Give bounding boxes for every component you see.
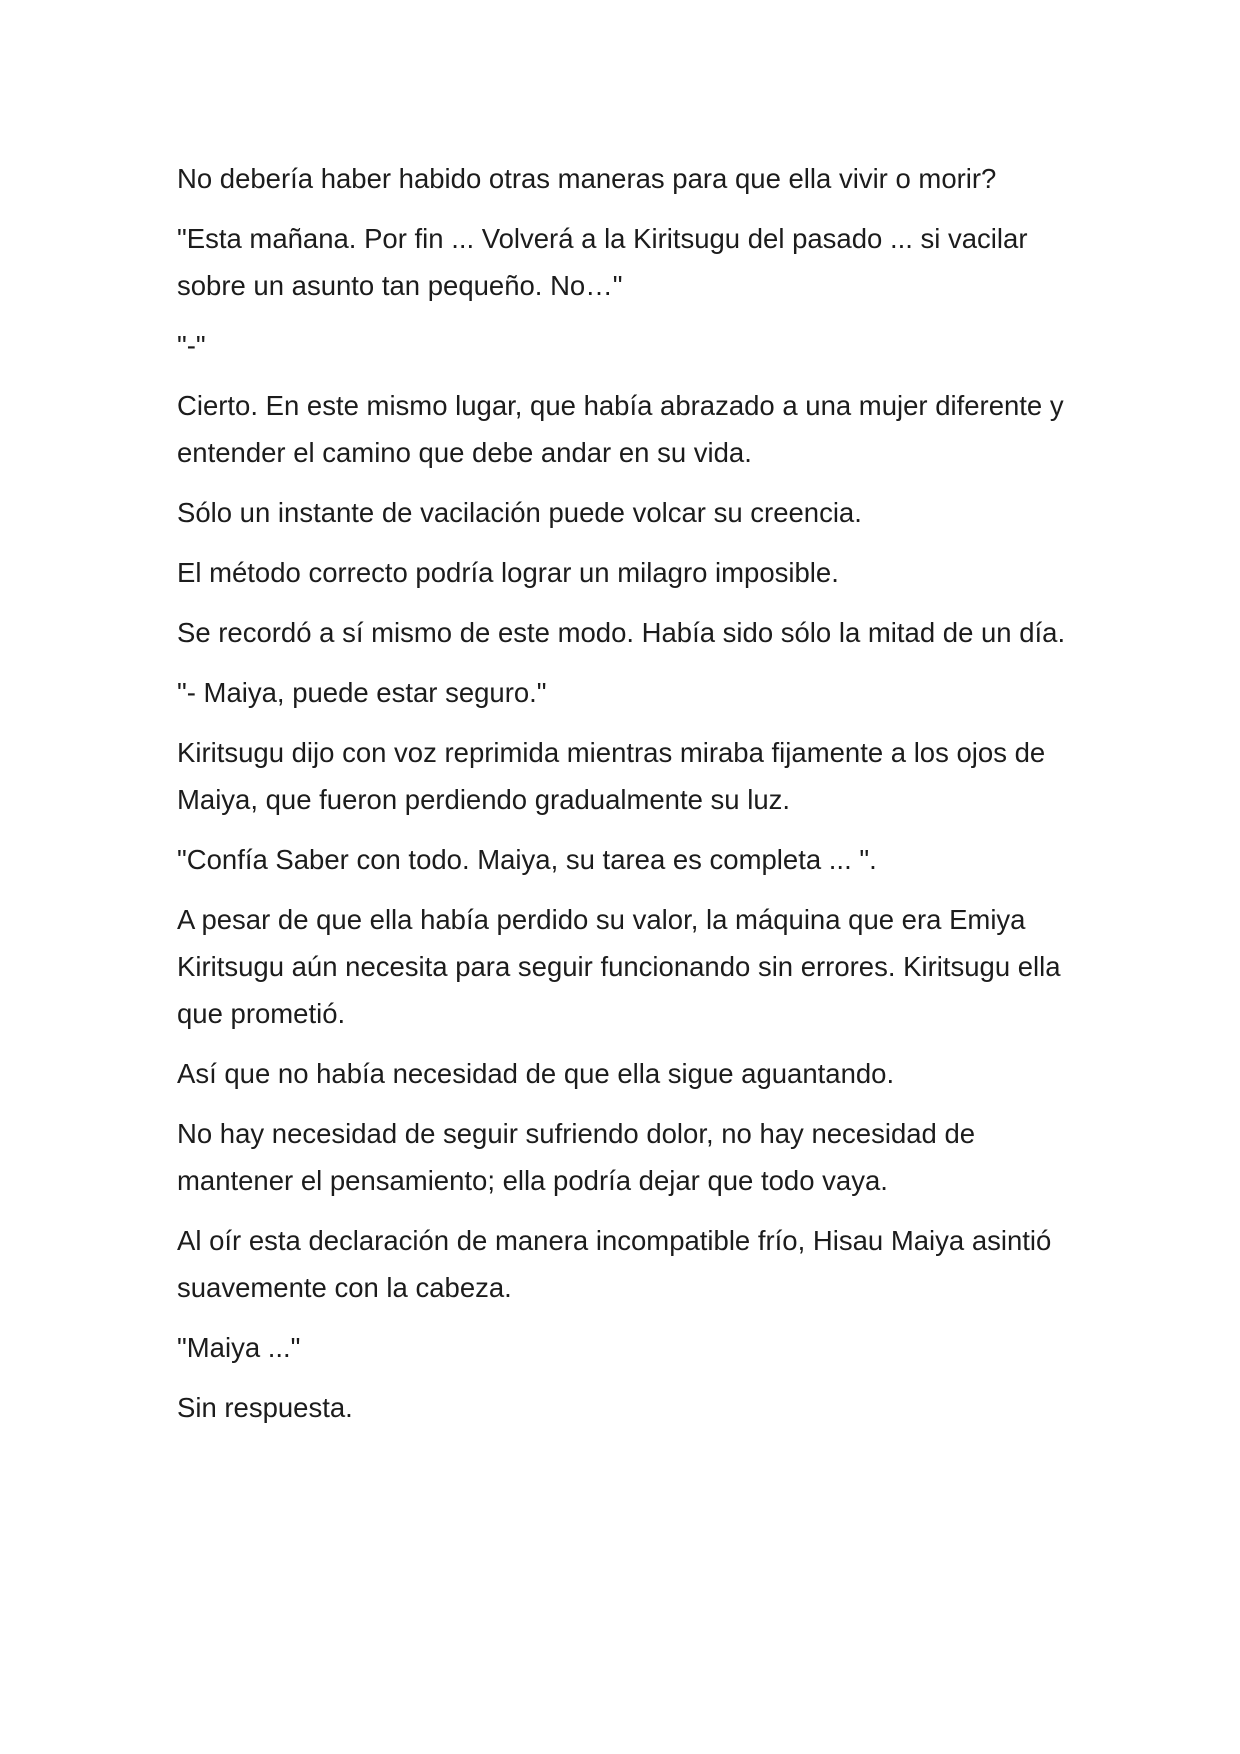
paragraph: No debería haber habido otras maneras para que ella vivir o morir? (177, 163, 997, 194)
paragraph: Cierto. En este mismo lugar, que había abrazado a una mujer diferente y entender el camino que debe andar en su vida. (177, 390, 1064, 468)
paragraph: Kiritsugu dijo con voz reprimida mientras miraba fijamente a los ojos de Maiya, que fueron perdiendo gradualmente su luz. (177, 737, 1046, 815)
paragraph: Al oír esta declaración de manera incompatible frío, Hisau Maiya asintió suavemente con la cabeza. (177, 1225, 1052, 1303)
paragraph: "-" (177, 330, 206, 361)
paragraph: El método correcto podría lograr un milagro imposible. (177, 557, 839, 588)
paragraph: A pesar de que ella había perdido su valor, la máquina que era Emiya Kiritsugu aún necesita para seguir funcionando sin errores. Kiritsugu ella que prometió. (177, 904, 1061, 1029)
paragraph: No hay necesidad de seguir sufriendo dolor, no hay necesidad de mantener el pensamiento; ella podría dejar que todo vaya. (177, 1118, 976, 1196)
document-body (177, 155, 1077, 1444)
paragraph: "Maiya ..." (177, 1332, 301, 1363)
paragraph: "Esta mañana. Por fin ... Volverá a la Kiritsugu del pasado ... si vacilar sobre un asunto tan pequeño. No…" (177, 223, 1028, 301)
paragraph: "- Maiya, puede estar seguro." (177, 677, 547, 708)
paragraph: "Confía Saber con todo. Maiya, su tarea es completa ... ". (177, 844, 877, 875)
paragraph: Se recordó a sí mismo de este modo. Había sido sólo la mitad de un día. (177, 617, 1066, 648)
paragraph: Sólo un instante de vacilación puede volcar su creencia. (177, 497, 862, 528)
paragraph: Sin respuesta. (177, 1392, 353, 1423)
paragraph: Así que no había necesidad de que ella sigue aguantando. (177, 1058, 895, 1089)
